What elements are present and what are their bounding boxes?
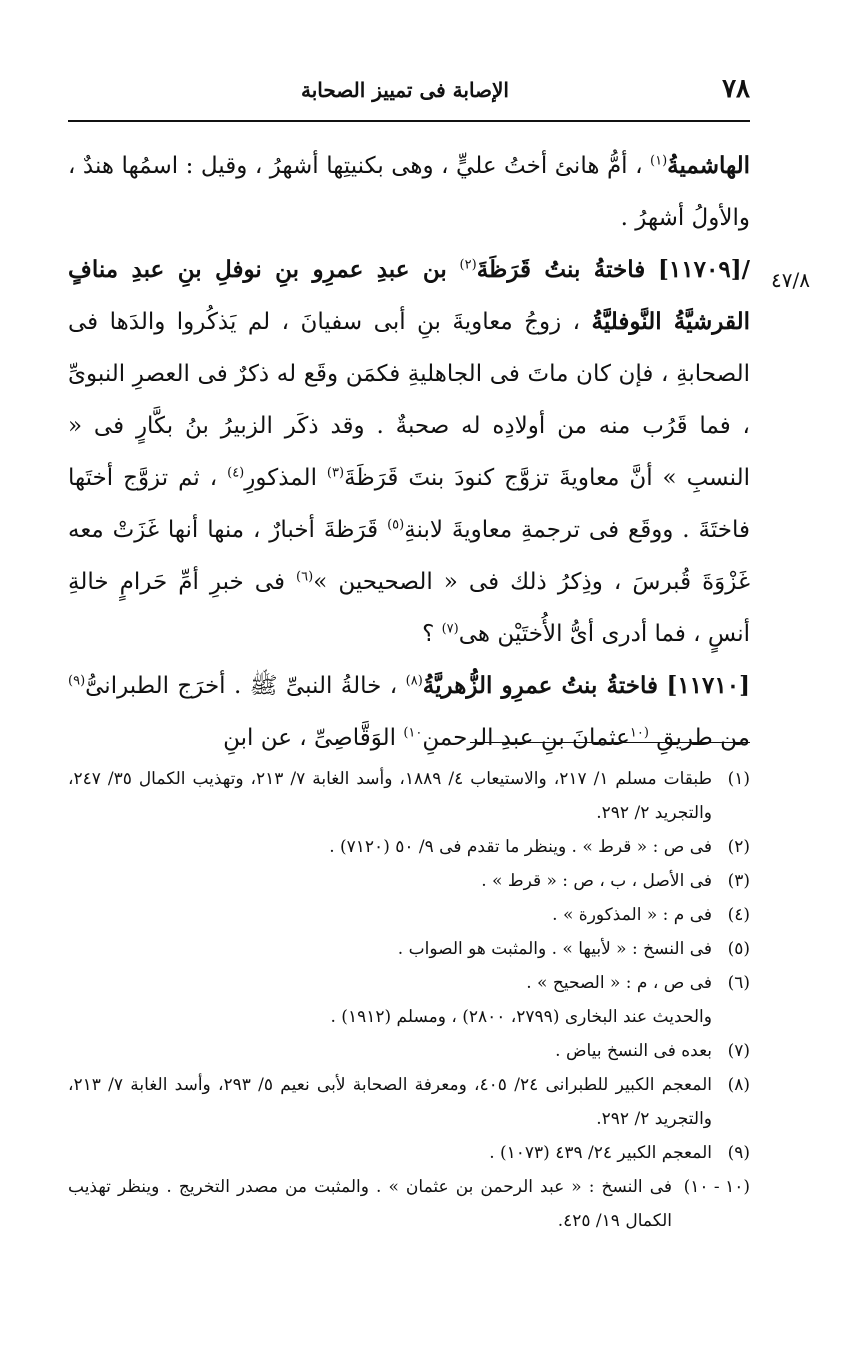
footnote-6: (٦)فى ص ، م : « الصحيح » . — [526, 973, 750, 993]
footnote-marker: (٤) — [227, 465, 245, 481]
footnote-marker: (١٠ — [629, 725, 649, 741]
entry-number: ١١٧١٠ — [677, 672, 740, 699]
footnote-rule — [470, 742, 750, 743]
footnote-9: (٩)المعجم الكبير ٢٤/ ٤٣٩ (١٠٧٣) . — [489, 1143, 750, 1163]
page-number: ٧٨ — [722, 74, 750, 104]
footnote-marker: (٧) — [441, 621, 459, 637]
footnotes — [68, 762, 750, 1238]
footnote-marker: (٦) — [296, 569, 314, 585]
footnote-marker: (٣) — [326, 465, 345, 481]
paragraph-intro: الهاشميةُ$^{(١)}$ ، أمُّ هانئ أختُ عليٍّ ، وهى بكنيتِها أشهرُ ، وقيل : اسمُها هندٌ ، والأولُ أشهرُ . — [68, 152, 750, 231]
entry-lineage: بن عبدِ عمرِو بنِ نوفلِ بنِ عبدِ منافٍ القرشيَّةُ النَّوفليَّةُ — [68, 256, 751, 335]
footnote-8: (٨)المعجم الكبير للطبرانى ٢٤/ ٤٠٥، ومعرفة الصحابة لأبى نعيم ٥/ ٢٩٣، وأسد الغابة ٧/ ٢١٣، والتجريد ٢/ ٢٩٢. — [68, 1075, 750, 1129]
main-text — [68, 140, 750, 764]
footnote-marker: (٨) — [405, 673, 423, 689]
entry-name: فاختةُ بنتُ قَرَظَةَ — [476, 256, 646, 283]
footnote-marker: ١٠) — [403, 725, 423, 741]
margin-reference: ٤٧/٨ — [771, 268, 810, 292]
footnote-marker: (٥) — [387, 517, 405, 533]
header-rule — [68, 120, 750, 122]
entry-number: ١١٧٠٩ — [668, 256, 731, 283]
footnote-marker: (٩) — [68, 673, 86, 689]
footnote-4: (٤)فى م : « المذكورة » . — [552, 905, 750, 925]
entry-11710: [١١٧١٠] فاختةُ بنتُ عمرِو الزُّهريَّةُ$^{(٨)}$ ، خالةُ النبىِّ ﷺ . أخرَج الطبرانىُّ$^{(٩)}$ من طريقِ $^{(١٠}$عثمانَ بنِ عبدِ الرحمنِ$^{١٠)}$ الوَقَّاصِىِّ ، عن ابنِ — [68, 672, 750, 751]
footnote-2: (٢)فى ص : « قرط » . وينظر ما تقدم فى ٩/ ٥٠ (٧١٢٠) . — [329, 837, 750, 857]
footnote-marker: (٢) — [459, 257, 477, 273]
footnote-7: (٧)بعده فى النسخ بياض . — [555, 1041, 750, 1061]
footnote-1: (١)طبقات مسلم ١/ ٢١٧، والاستيعاب ٤/ ١٨٨٩، وأسد الغابة ٧/ ٢١٣، وتهذيب الكمال ٣٥/ ٢٤٧، والتجريد ٢/ ٢٩٢. — [68, 769, 751, 823]
entry-11709: /[١١٧٠٩] فاختةُ بنتُ قَرَظَةَ$^{(٢)}$ بن عبدِ عمرِو بنِ نوفلِ بنِ عبدِ منافٍ القرشيَّةُ النَّوفليَّةُ ، زوجُ معاويةَ بنِ أبى سفيانَ ، لم يَذكُروا والدَها فى الصحابةِ ، فإن كان ماتَ فى الجاهليةِ فكمَن وقَع له ذكرٌ فى العصرِ النبوىِّ ، فما قَرُب منه من أولادِه له صحبةٌ . وقد ذكَر الزبيرُ بنُ بكَّارٍ فى « النسبِ » أنَّ معاويةَ تزوَّج كنودَ بنتَ قَرَظَةَ$^{(٣)}$ المذكورِ$^{(٤)}$ ، ثم تزوَّج أختَها فاختَةَ . ووقَع فى ترجمةِ معاويةَ لابنةِ$^{(٥)}$ قَرَظةَ أخبارٌ ، منها أنها غَزَتْ معه غَزْوَةَ قُبرسَ ، وذِكرُ ذلك فى « الصحيحين »$^{(٦)}$ فى خبرِ أمِّ حَرامٍ خالةِ أنسٍ ، فما أدرى أىُّ الأُختَيْن هى$^{(٧)}$ ؟ — [68, 256, 751, 647]
footnote-5: (٥)فى النسخ : « لأبيها » . والمثبت هو الصواب . — [397, 939, 750, 959]
footnote-6-continued: والحديث عند البخارى (٢٧٩٩، ٢٨٠٠) ، ومسلم (١٩١٢) . — [330, 1007, 712, 1027]
entry-name: فاختةُ بنتُ عمرِو الزُّهريَّةُ — [422, 672, 659, 699]
running-title: الإصابة فى تمييز الصحابة — [301, 78, 509, 102]
footnote-10: (١٠ - ١٠)فى النسخ : « عبد الرحمن بن عثمان » . والمثبت من مصدر التخريج . وينظر تهذيب الكمال ١٩/ ٤٢٥. — [68, 1177, 750, 1231]
footnote-3: (٣)فى الأصل ، ب ، ص : « قرط » . — [481, 871, 750, 891]
footnote-marker: (١) — [650, 153, 668, 169]
